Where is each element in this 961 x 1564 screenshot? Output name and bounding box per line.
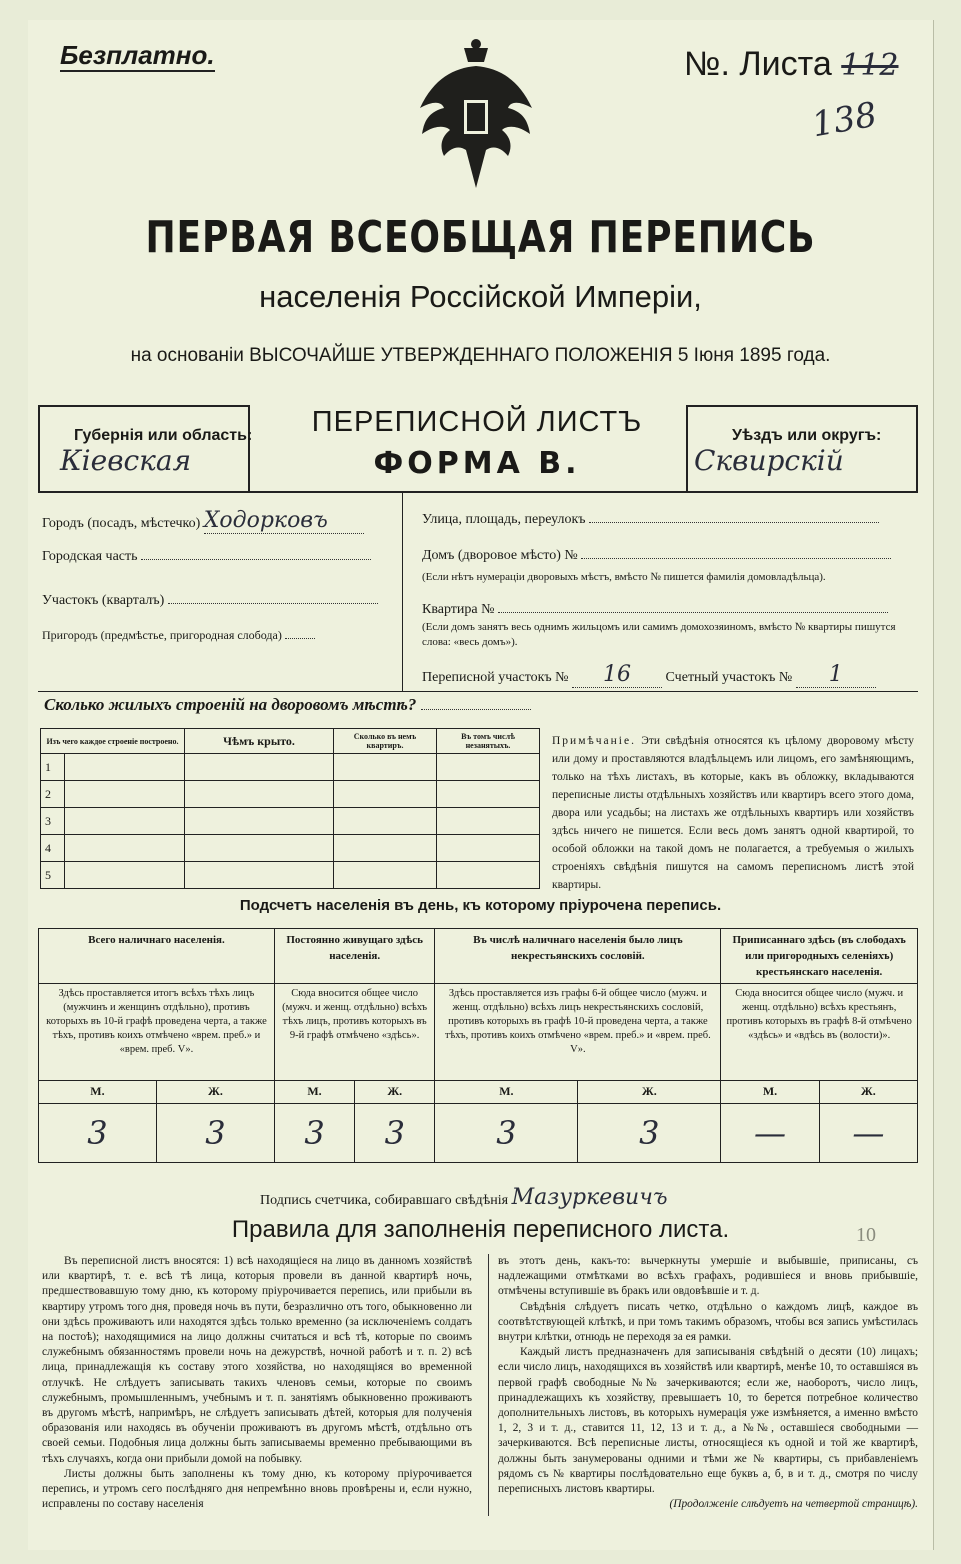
note-label: Примѣчаніе. [552, 735, 636, 747]
divider [402, 491, 403, 691]
sheet-number [684, 44, 899, 86]
buildings-table [40, 728, 540, 889]
counter-signature [260, 1185, 668, 1210]
row-number: 4 [41, 835, 65, 862]
divider [38, 691, 918, 692]
female-label: Ж. [578, 1081, 721, 1104]
house-line [581, 546, 891, 559]
suburb-line [285, 626, 315, 639]
free-label: Безплатно. [60, 40, 215, 70]
population-count-table [38, 928, 918, 1163]
count-section-label: Счетный участокъ № [665, 670, 793, 685]
table-cell [65, 862, 185, 889]
permanent-male-value: 3 [274, 1104, 354, 1163]
house-label: Домъ (дворовое мѣсто) № [422, 548, 578, 563]
apartment-note: (Если домъ занятъ весь однимъ жильцомъ или самимъ домохозяиномъ, вмѣсто № квартиры пишутся слова: «весь домъ»). [422, 621, 896, 648]
buildings-question [44, 695, 531, 715]
col-non-peasant-head: Въ числѣ наличнаго населенія было лицъ некрестьянскихъ сословій. [435, 929, 721, 984]
table-cell [437, 781, 540, 808]
city-value: Ходорковъ [204, 508, 364, 534]
apartment-line [498, 600, 888, 613]
city-part-label: Городская часть [42, 549, 138, 564]
col-peasant-desc: Сюда вносится общее число (мужч. и женщ. отдѣльно) всѣхъ крестьянъ, противъ которыхъ въ графѣ 8-й отмѣчено «здѣсь» и «вдѣсь въ (волости)». [721, 984, 918, 1081]
divider [686, 405, 916, 407]
table-row [41, 808, 540, 835]
rules-paragraph: Свѣдѣнія слѣдуетъ писать четко, отдѣльно о каждомъ лицѣ, каждое въ соотвѣтствующей клѣткѣ, и при томъ такимъ образомъ, чтобы вся запись умѣстилась внутри клѣтки, отнюдь не переходя за ея рамки. [498, 1300, 918, 1344]
col-apartments: Сколько въ немъ квартиръ. [334, 729, 437, 754]
table-row [41, 754, 540, 781]
sheet-number-label: №. Листа [684, 45, 832, 83]
buildings-question-line [421, 697, 531, 710]
count-section-value: 1 [796, 662, 876, 688]
table-cell [334, 862, 437, 889]
street-label: Улица, площадь, переулокъ [422, 512, 586, 527]
table-cell [437, 808, 540, 835]
basis-line: на основаніи ВЫСОЧАЙШЕ УТВЕРЖДЕННАГО ПОЛОЖЕНІЯ 5 Іюня 1895 года. [130, 345, 831, 366]
table-cell [334, 835, 437, 862]
table-cell [185, 781, 334, 808]
imperial-eagle-emblem [414, 38, 538, 188]
suburb-field [42, 626, 315, 643]
rules-left-column [42, 1254, 472, 1512]
female-label: Ж. [819, 1081, 917, 1104]
rules-right-column [498, 1254, 918, 1512]
table-cell [185, 754, 334, 781]
signature-value: Мазуркевичъ [511, 1185, 668, 1210]
precinct-label: Участокъ (кварталъ) [42, 593, 165, 608]
rules-continued: (Продолженіе слѣдуетъ на четвертой страницѣ). [669, 1498, 918, 1511]
divider [916, 405, 918, 491]
table-cell [334, 781, 437, 808]
city-label: Городъ (посадъ, мѣстечко) [42, 516, 201, 531]
male-label: М. [721, 1081, 819, 1104]
house-field [422, 546, 891, 564]
col-peasant-head: Приписаннаго здѣсь (въ слободахъ или пригородныхъ селеніяхъ) крестьянскаго населенія. [721, 929, 918, 984]
rules-paragraph: въ этотъ день, какъ-то: вычеркнуты умершіе и выбывшіе, приписаны, съ надлежащими отмѣтками во всѣхъ графахъ, родившіеся и вновь прибывшіе, отмѣчены вступившіе въ бракъ или овдовѣвшіе и т. д. [498, 1255, 918, 1298]
street-line [589, 510, 879, 523]
divider [248, 405, 250, 491]
table-row [41, 781, 540, 808]
permanent-female-value: 3 [355, 1104, 435, 1163]
peasant-female-value: — [819, 1104, 917, 1163]
col-permanent-head: Постоянно живущаго здѣсь населенія. [274, 929, 434, 984]
side-number: 138 [809, 94, 880, 146]
table-row [39, 984, 918, 1081]
divider [38, 405, 248, 407]
table-cell [334, 808, 437, 835]
rules-title: Правила для заполненія переписного листа. [231, 1216, 730, 1243]
precinct-line [168, 591, 378, 604]
street-field [422, 510, 879, 528]
non-peasant-female-value: 3 [578, 1104, 721, 1163]
male-label: М. [39, 1081, 157, 1104]
apartment-field [422, 600, 888, 618]
col-present-desc: Здѣсь проставляется итогъ всѣхъ тѣхъ лицъ (мужчинъ и женщинъ отдѣльно), противъ которыхъ въ 10-й графѣ проведена черта, а также тѣхъ, противъ коихъ отмѣчено «врем. преб.» и «врем. преб. V». [39, 984, 275, 1081]
rules-paragraph: Въ переписной листъ вносятся: 1) всѣ находящіеся на лицо въ данномъ хозяйствѣ или квартирѣ, т. е. всѣ тѣ лица, которыя провели въ данной квартирѣ ночь, предшествовавшую тому дню, къ которому пріурочивается перепись, или прибыли въ квартиру утромъ того дня, проведя ночь въ пути, безразлично отъ того, обыкновенно ли они здѣсь проживаютъ или находятся здѣсь только временно (за исключеніемъ солдатъ на постоѣ); находящимися на лицо должны считаться и всѣ тѣ, которые по своимъ служебнымъ обязанностямъ провели ночь на дежурствѣ, ночной работѣ и т. п. 2) всѣ лица, принадлежащія къ составу этого хозяйства, но находящіяся во временной отлучкѣ. Не слѣдуетъ записывать такихъ членовъ семьи, которые по своимъ служебнымъ, промышленнымъ, учебнымъ и т. п. занятіямъ обыкновенно проживаютъ въ другомъ мѣстѣ, напримѣръ, не слѣдуетъ записывать дѣтей, которыя для полученія образованія или находясь въ обученіи проживаютъ въ другомъ мѣстѣ, отдѣльно отъ своей семьи. Подобныя лица должны быть записываемы временно пребывающими въ тѣхъ случаяхъ, когда они прибыли домой на побывку. [42, 1255, 472, 1465]
present-male-value: 3 [39, 1104, 157, 1163]
sections-field [422, 662, 876, 688]
census-section-value: 16 [572, 662, 662, 688]
col-present-head: Всего наличнаго населенія. [39, 929, 275, 984]
district-label: Уѣздъ или округъ: [732, 427, 882, 444]
table-cell [185, 835, 334, 862]
city-field [42, 508, 364, 534]
col-non-peasant-desc: Здѣсь проставляется изъ графы 6-й общее число (мужч. и женщ. отдѣльно) всѣхъ лицъ некрестьянскихъ сословій, противъ которыхъ въ графѣ 10-й проведена черта, а также тѣхъ, противъ коихъ отмѣчено «врем. преб.» и «врем. преб. V». [435, 984, 721, 1081]
sheet-number-value: 112 [841, 48, 899, 83]
col-roof: Чѣмъ крыто. [185, 729, 334, 754]
divider [38, 491, 918, 493]
table-row [39, 1104, 918, 1163]
census-section-label: Переписной участокъ № [422, 670, 569, 685]
form-title: ПЕРЕПИСНОЙ ЛИСТЪ [311, 406, 643, 438]
table-row [39, 1081, 918, 1104]
present-female-value: 3 [156, 1104, 274, 1163]
table-cell [185, 862, 334, 889]
rules-paragraph: Каждый листъ предназначенъ для записыванія свѣдѣній о десяти (10) лицахъ; если число лицъ, находящихся въ хозяйствѣ или квартирѣ, менѣе 10, то оставшіяся въ первой графѣ свободные №№ зачеркиваются; если же, наоборотъ, число лицъ, принадлежащихъ къ хозяйству, превышаетъ 10, то берется потребное количество дополнительныхъ листовъ, въ которыхъ нумерація уже измѣняется, а именно вмѣсто 1, 2, 3 и т. д., ставится 11, 12, 13 и т. д., а №№, оставшіеся свободными — зачеркиваются. Всѣ переписные листы, относящіеся къ одной и той же квартирѣ, должны быть занумерованы одними и тѣми же № квартиры, съ прибавленіемъ рядомъ съ № квартиры послѣдовательно еще буквъ а, б, в и т. д., смотря по числу переписныхъ листовъ квартиры. [498, 1346, 918, 1496]
house-note: (Если нѣтъ нумераціи дворовыхъ мѣстъ, вмѣсто № пишется фамилія домовладѣльца). [422, 571, 826, 583]
table-cell [65, 754, 185, 781]
non-peasant-male-value: 3 [435, 1104, 578, 1163]
table-cell [437, 862, 540, 889]
suburb-label: Пригородъ (предмѣстье, пригородная слобода) [42, 628, 282, 642]
table-cell [437, 835, 540, 862]
margin-stamp: 10 [856, 1224, 876, 1246]
col-permanent-desc: Сюда вносится общее число (мужч. и женщ. отдѣльно) всѣхъ тѣхъ лицъ, противъ которыхъ въ 9-й графѣ отмѣчено «здѣсь». [274, 984, 434, 1081]
col-vacant: Въ томъ числѣ незанятыхъ. [437, 729, 540, 754]
table-row [41, 835, 540, 862]
peasant-male-value: — [721, 1104, 819, 1163]
table-cell [65, 781, 185, 808]
district-value: Сквирскій [694, 444, 844, 477]
population-count-title: Подсчетъ населенія въ день, къ которому пріурочена перепись. [239, 897, 722, 914]
apartment-label: Квартира № [422, 602, 495, 617]
table-row [41, 862, 540, 889]
table-cell [334, 754, 437, 781]
province-label: Губернія или область: [74, 427, 253, 444]
row-number: 1 [41, 754, 65, 781]
table-header [39, 929, 918, 984]
col-material: Изъ чего каждое строеніе построено. [41, 729, 185, 754]
rules-paragraph: Листы должны быть заполнены къ тому дню, къ которому пріурочивается перепись, и утромъ сего послѣдняго дня непремѣнно вновь провѣрены и, если нужно, исправлены по составу населенія [42, 1467, 472, 1511]
city-part-field [42, 547, 371, 565]
subtitle: населенія Россійской Имперіи, [259, 279, 702, 314]
row-number: 3 [41, 808, 65, 835]
divider [38, 405, 40, 491]
row-number: 5 [41, 862, 65, 889]
table-cell [437, 754, 540, 781]
precinct-field [42, 591, 378, 609]
row-number: 2 [41, 781, 65, 808]
buildings-note [552, 732, 914, 894]
male-label: М. [435, 1081, 578, 1104]
main-title: ПЕРВАЯ ВСЕОБЩАЯ ПЕРЕПИСЬ [145, 212, 816, 263]
table-cell [185, 808, 334, 835]
table-header [41, 729, 540, 754]
city-part-line [141, 547, 371, 560]
buildings-question-text: Сколько жилыхъ строеній на дворовомъ мѣстѣ? [44, 695, 417, 714]
female-label: Ж. [355, 1081, 435, 1104]
female-label: Ж. [156, 1081, 274, 1104]
note-text: Эти свѣдѣнія относятся къ цѣлому дворовому мѣсту или дому и проставляются владѣльцемъ или лицомъ, его замѣняющимъ, только на тѣхъ листахъ, въ которые, какъ въ обложку, вкладываются переписные листы отдѣльныхъ хозяйствъ или квартиръ всего этого дома, двора или усадьбы; на листахъ же отдѣльныхъ квартиръ или хозяйствъ здѣсь ничего не пишется. Если весь домъ занятъ одной квартирой, то особой обложки на такой домъ не полагается, а требуемыя о жилыхъ строеніяхъ свѣдѣнія пишутся на самомъ переписномъ листѣ этой квартиры. [552, 735, 914, 891]
form-subtitle: ФОРМА В. [373, 446, 581, 481]
signature-label: Подпись счетчика, собиравшаго свѣдѣнія [260, 1193, 509, 1208]
column-divider [488, 1254, 489, 1516]
table-cell [65, 835, 185, 862]
table-cell [65, 808, 185, 835]
male-label: М. [274, 1081, 354, 1104]
province-value: Кіевская [60, 444, 192, 477]
